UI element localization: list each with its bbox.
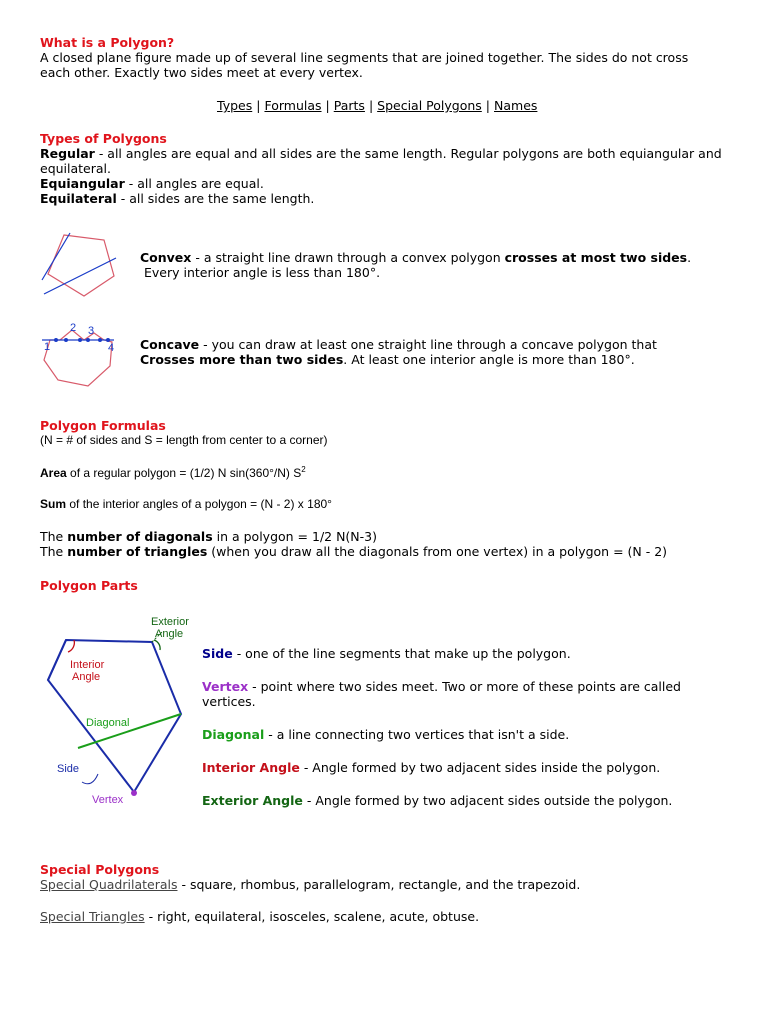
crossing-label: 1 xyxy=(44,341,51,353)
interior-label-line2: Angle xyxy=(72,671,101,683)
diagonals-pre: The xyxy=(40,529,68,544)
vertex-label: Vertex xyxy=(92,794,124,806)
area-formula xyxy=(40,465,306,480)
special-triangles-text: - right, equilateral, isosceles, scalene, acute, obtuse. xyxy=(144,909,480,924)
intro-heading: What is a Polygon? xyxy=(40,35,175,50)
exterior-angle-text: - Angle formed by two adjacent sides outside the polygon. xyxy=(302,793,673,808)
concave-polygon-diagram xyxy=(38,320,128,392)
equiangular-definition xyxy=(40,176,264,192)
interior-angle-text: - Angle formed by two adjacent sides inside the polygon. xyxy=(299,760,661,775)
convex-polygon-diagram xyxy=(38,230,128,300)
convex-bold: crosses at most two sides xyxy=(504,250,688,265)
special-triangles-link[interactable]: Special Triangles xyxy=(40,909,145,924)
vertex-dot xyxy=(131,790,137,796)
diagonals-text: in a polygon = 1/2 N(N-3) xyxy=(212,529,378,544)
intersection-point xyxy=(64,338,68,342)
interior-label: Interior xyxy=(70,659,105,671)
area-term: Area xyxy=(40,466,67,480)
formulas-note: (N = # of sides and S = length from center to a corner) xyxy=(40,433,328,447)
side-text: - one of the line segments that make up the polygon. xyxy=(232,646,571,661)
interior-angle-arc xyxy=(68,640,74,652)
convex-text: - a straight line drawn through a convex polygon xyxy=(191,250,505,265)
interior-angle-term: Interior Angle xyxy=(202,760,300,775)
crossing-label: 2 xyxy=(70,322,77,334)
intersection-point xyxy=(78,338,82,342)
special-quadrilaterals-line xyxy=(40,877,580,893)
vertex-text-cont: vertices. xyxy=(202,694,256,709)
nav-link-names[interactable]: Names xyxy=(494,98,538,113)
vertex-term: Vertex xyxy=(202,679,249,694)
intro-text-line1: A closed plane figure made up of several line segments that are joined together. The sides do not cross xyxy=(40,50,689,65)
intersection-point xyxy=(86,338,90,342)
triangles-text: (when you draw all the diagonals from one vertex) in a polygon = (N - 2) xyxy=(207,544,668,559)
equiangular-term: Equiangular xyxy=(40,176,125,191)
regular-text: - all angles are equal and all sides are the same length. Regular polygons are both equiangular and xyxy=(94,146,722,161)
equilateral-term: Equilateral xyxy=(40,191,117,206)
nav-separator: | xyxy=(256,98,261,113)
nav-link-types[interactable]: Types xyxy=(217,98,253,113)
side-definition xyxy=(202,646,571,662)
nav-link-formulas[interactable]: Formulas xyxy=(264,98,322,113)
area-exponent: 2 xyxy=(301,465,306,474)
diagonal-term: Diagonal xyxy=(202,727,265,742)
triangles-pre: The xyxy=(40,544,68,559)
crossing-label: 3 xyxy=(88,325,95,337)
concave-text: - you can draw at least one straight line through a concave polygon that xyxy=(199,337,657,352)
intersection-point xyxy=(98,338,102,342)
special-triangles-line xyxy=(40,909,479,925)
intro-text-line2: each other. Exactly two sides meet at every vertex. xyxy=(40,65,363,80)
vertex-text: - point where two sides meet. Two or more of these points are called xyxy=(248,679,681,694)
concave-text-end: . At least one interior angle is more than 180°. xyxy=(343,352,635,367)
convex-definition xyxy=(140,250,691,266)
nav-separator: | xyxy=(325,98,330,113)
nav-link-parts[interactable]: Parts xyxy=(333,98,365,113)
regular-term: Regular xyxy=(40,146,95,161)
exterior-label-line2: Angle xyxy=(155,628,184,640)
parts-side xyxy=(48,640,66,680)
nav-separator: | xyxy=(368,98,374,113)
area-text: of a regular polygon = (1/2) N sin(360°/N) S xyxy=(66,466,302,480)
convex-text-end: . xyxy=(687,250,692,265)
exterior-angle-term: Exterior Angle xyxy=(202,793,303,808)
diagonals-formula xyxy=(40,529,377,545)
triangles-term: number of triangles xyxy=(67,544,208,559)
side-term: Side xyxy=(202,646,233,661)
sum-term: Sum xyxy=(40,497,67,511)
convex-text-line2: Every interior angle is less than 180°. xyxy=(140,265,381,280)
side-label: Side xyxy=(57,763,80,775)
regular-definition xyxy=(40,146,722,162)
crossing-line xyxy=(44,258,116,294)
nav-separator: | xyxy=(485,98,491,113)
special-quadrilaterals-text: - square, rhombus, parallelogram, rectangle, and the trapezoid. xyxy=(177,877,581,892)
equiangular-text: - all angles are equal. xyxy=(124,176,264,191)
triangles-formula xyxy=(40,544,667,560)
regular-text-cont: equilateral. xyxy=(40,161,111,176)
formulas-heading: Polygon Formulas xyxy=(40,418,166,433)
exterior-angle-definition xyxy=(202,793,672,809)
concave-definition-line2 xyxy=(140,352,635,368)
concave-polygon-shape xyxy=(44,330,115,386)
concave-bold: Crosses more than two sides xyxy=(140,352,344,367)
sum-formula xyxy=(40,497,332,511)
intersection-point xyxy=(54,338,58,342)
diagonal-text: - a line connecting two vertices that isn't a side. xyxy=(264,727,570,742)
special-heading: Special Polygons xyxy=(40,862,160,877)
crossing-line xyxy=(42,233,70,280)
diagonal-label: Diagonal xyxy=(86,717,130,729)
diagonals-term: number of diagonals xyxy=(67,529,213,544)
convex-term: Convex xyxy=(140,250,192,265)
polygon-parts-diagram xyxy=(40,610,200,810)
sum-text: of the interior angles of a polygon = (N - 2) x 180° xyxy=(66,497,332,511)
nav-link-special-polygons[interactable]: Special Polygons xyxy=(377,98,482,113)
diagonal-definition xyxy=(202,727,569,743)
types-heading: Types of Polygons xyxy=(40,131,167,146)
exterior-label: Exterior xyxy=(151,616,189,628)
concave-definition xyxy=(140,337,657,353)
vertex-definition xyxy=(202,679,681,695)
equilateral-definition xyxy=(40,191,314,207)
equilateral-text: - all sides are the same length. xyxy=(116,191,315,206)
concave-term: Concave xyxy=(140,337,200,352)
interior-angle-definition xyxy=(202,760,660,776)
parts-heading: Polygon Parts xyxy=(40,578,138,593)
crossing-label: 4 xyxy=(108,342,115,354)
section-nav xyxy=(217,98,537,113)
side-pointer-arrow xyxy=(82,774,98,784)
special-quadrilaterals-link[interactable]: Special Quadrilaterals xyxy=(40,877,178,892)
